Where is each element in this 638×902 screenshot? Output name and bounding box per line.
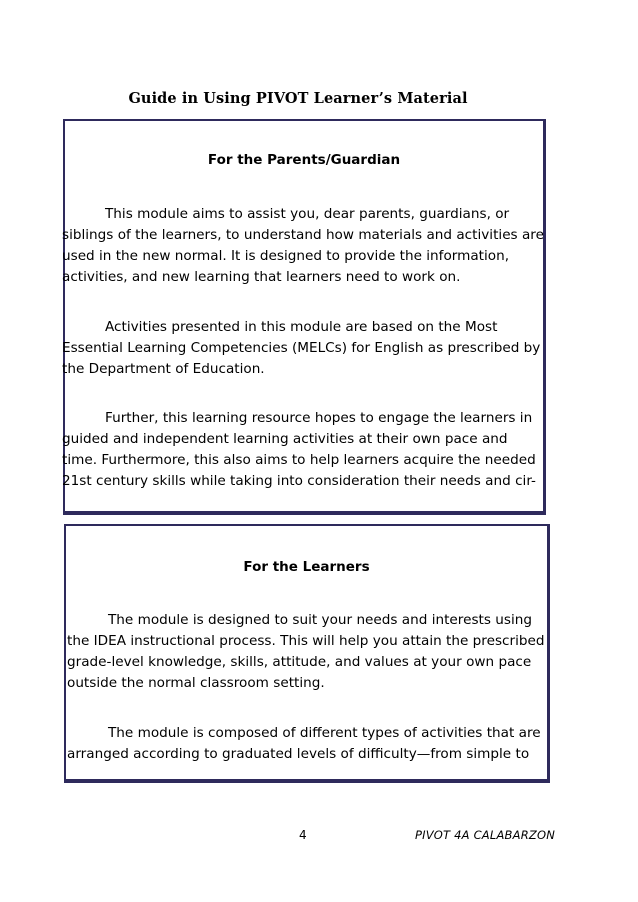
paragraph-line: Activities presented in this module are based on the Most bbox=[105, 319, 498, 335]
page-number: 4 bbox=[299, 828, 307, 842]
paragraph-line: used in the new normal. It is designed to provide the information, bbox=[62, 248, 510, 264]
paragraph-line: guided and independent learning activities at their own pace and bbox=[62, 431, 508, 447]
parents-paragraph-3 bbox=[62, 408, 545, 492]
learners-heading: For the Learners bbox=[243, 559, 370, 575]
learners-paragraph-1 bbox=[67, 610, 546, 694]
paragraph-line: time. Furthermore, this also aims to help learners acquire the needed bbox=[62, 452, 536, 468]
paragraph-line: The module is designed to suit your needs and interests using bbox=[108, 612, 532, 628]
parents-paragraph-1 bbox=[62, 204, 545, 288]
paragraph-line: Essential Learning Competencies (MELCs) for English as prescribed by bbox=[62, 340, 541, 356]
paragraph-line: arranged according to graduated levels of difficulty—from simple to bbox=[67, 746, 530, 762]
paragraph-line: outside the normal classroom setting. bbox=[67, 675, 325, 691]
learners-box bbox=[64, 524, 550, 783]
paragraph-line: siblings of the learners, to understand how materials and activities are bbox=[62, 227, 544, 243]
paragraph-line: Further, this learning resource hopes to engage the learners in bbox=[105, 410, 533, 426]
paragraph-line: the Department of Education. bbox=[62, 361, 265, 377]
footer-brand: PIVOT 4A CALABARZON bbox=[415, 828, 556, 842]
parents-guardian-heading: For the Parents/Guardian bbox=[207, 152, 401, 168]
page-title: Guide in Using PIVOT Learner’s Material bbox=[128, 90, 468, 107]
learners-paragraph-2 bbox=[67, 723, 546, 765]
paragraph-line: the IDEA instructional process. This will help you attain the prescribed bbox=[67, 633, 545, 649]
paragraph-line: The module is composed of different types of activities that are bbox=[108, 725, 541, 741]
paragraph-line: grade-level knowledge, skills, attitude, and values at your own pace bbox=[67, 654, 532, 670]
paragraph-line: activities, and new learning that learners need to work on. bbox=[62, 269, 461, 285]
paragraph-line: 21st century skills while taking into consideration their needs and cir- bbox=[62, 473, 536, 489]
parents-guardian-box bbox=[63, 119, 546, 515]
parents-paragraph-2 bbox=[62, 317, 545, 380]
paragraph-line: This module aims to assist you, dear parents, guardians, or bbox=[105, 206, 510, 222]
